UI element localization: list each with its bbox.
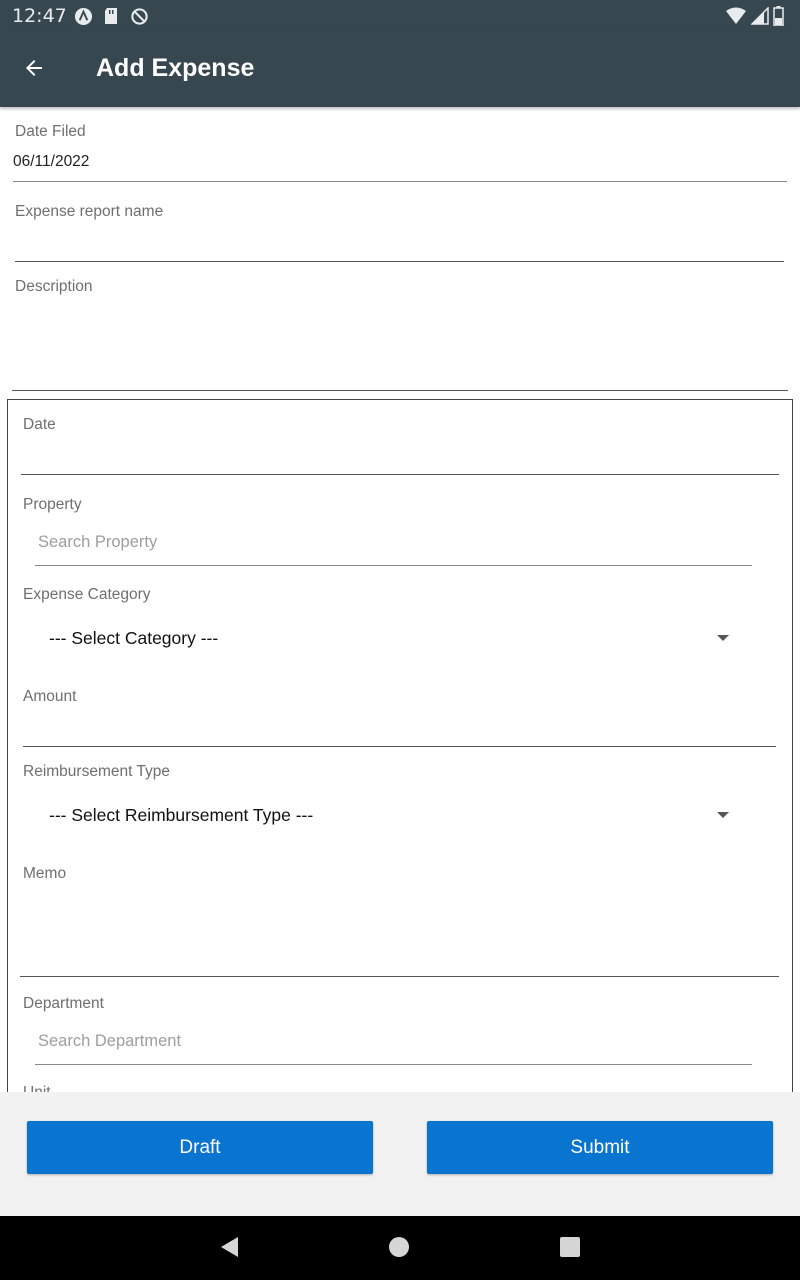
date-filed-underline	[13, 181, 787, 182]
status-icons-left	[73, 6, 149, 26]
nav-home-button[interactable]	[384, 1234, 414, 1264]
item-date-underline	[21, 474, 779, 475]
nav-back-button[interactable]	[214, 1234, 244, 1264]
nav-back-icon	[218, 1235, 240, 1264]
status-bar	[0, 0, 800, 32]
chevron-down-icon	[717, 812, 729, 818]
expense-category-select[interactable]	[40, 618, 740, 658]
arrow-back-icon	[22, 56, 46, 85]
expense-category-label: Expense Category	[23, 586, 151, 603]
chevron-down-icon	[717, 635, 729, 641]
memo-label: Memo	[23, 865, 67, 882]
draft-button[interactable]: Draft	[27, 1121, 373, 1174]
battery-icon	[773, 6, 784, 31]
app-a-icon	[73, 6, 93, 26]
nav-recents-icon	[559, 1236, 581, 1263]
report-name-input[interactable]	[15, 226, 784, 260]
date-filed-input[interactable]: 06/11/2022	[13, 153, 90, 170]
amount-underline	[23, 746, 776, 747]
property-search-input[interactable]: Search Property	[38, 533, 158, 551]
report-name-label: Expense report name	[15, 203, 164, 220]
no-sync-icon	[129, 6, 149, 26]
description-textarea[interactable]	[12, 300, 788, 390]
back-button[interactable]	[14, 50, 54, 90]
nav-home-icon	[387, 1235, 411, 1264]
date-filed-label: Date Filed	[15, 123, 86, 140]
reimbursement-type-value: --- Select Reimbursement Type ---	[49, 805, 314, 825]
status-time: 12:47	[12, 5, 67, 27]
sd-card-icon	[101, 6, 121, 26]
department-label: Department	[23, 995, 104, 1012]
amount-label: Amount	[23, 688, 77, 705]
property-underline	[35, 565, 752, 566]
amount-input[interactable]	[23, 712, 776, 746]
department-search-input[interactable]: Search Department	[38, 1032, 182, 1050]
description-underline	[12, 390, 788, 391]
page-title: Add Expense	[96, 54, 255, 82]
nav-recents-button[interactable]	[555, 1234, 585, 1264]
status-icons-right	[725, 6, 784, 31]
department-underline	[35, 1064, 752, 1065]
item-date-label: Date	[23, 416, 56, 433]
wifi-icon	[725, 7, 747, 30]
expense-category-value: --- Select Category ---	[49, 628, 219, 648]
submit-button[interactable]: Submit	[427, 1121, 773, 1174]
system-nav-bar	[0, 1216, 800, 1280]
description-label: Description	[15, 278, 93, 295]
property-label: Property	[23, 496, 82, 513]
memo-textarea[interactable]	[20, 888, 779, 976]
item-date-input[interactable]	[21, 440, 779, 474]
app-bar	[0, 32, 800, 107]
memo-underline	[20, 976, 779, 977]
reimbursement-type-select[interactable]	[40, 795, 740, 835]
cell-signal-icon	[751, 7, 769, 30]
reimbursement-type-label: Reimbursement Type	[23, 763, 171, 780]
action-bar	[0, 1092, 800, 1216]
report-name-underline	[15, 261, 784, 262]
